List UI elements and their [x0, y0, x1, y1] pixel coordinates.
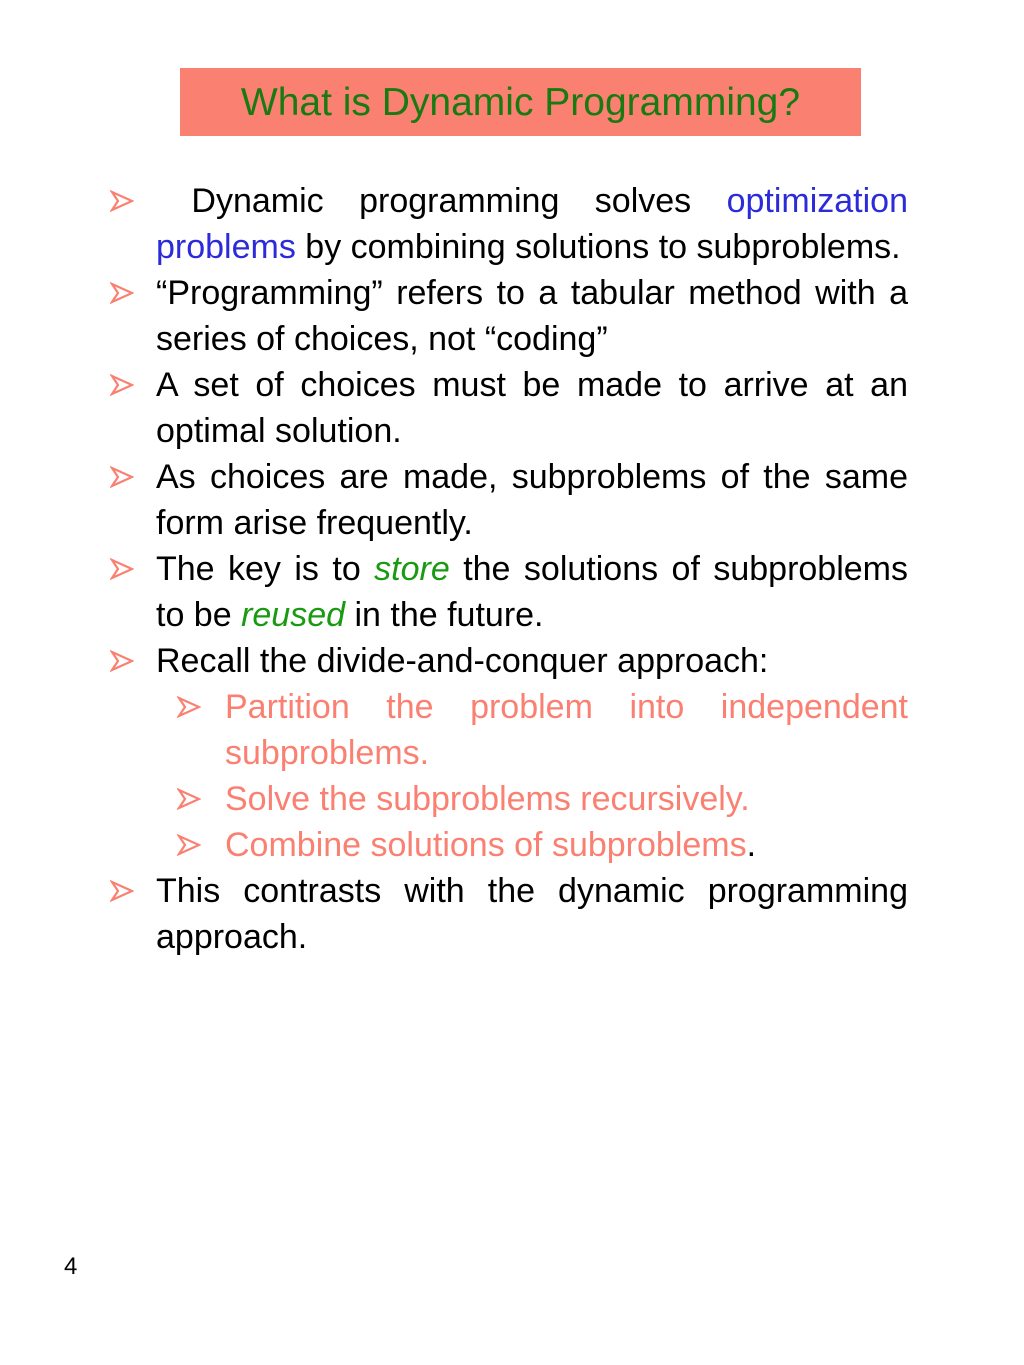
bullet-text: Recall the divide-and-conquer approach:: [156, 642, 769, 680]
bullet-list: [108, 178, 908, 960]
page-number: 4: [64, 1253, 78, 1280]
bullet-item: [108, 638, 908, 684]
slide-title: What is Dynamic Programming?: [240, 80, 801, 124]
sub-bullet-text: Combine solutions of subproblems: [225, 826, 747, 864]
bullet-text: Dynamic programming solves: [191, 182, 727, 220]
bullet-text: As choices are made, subproblems of the same form arise frequently.: [156, 458, 908, 542]
arrow-bullet-icon: [175, 822, 203, 868]
sub-bullet-period: .: [746, 826, 757, 864]
sub-bullet-item: [175, 776, 908, 822]
arrow-bullet-icon: [108, 868, 136, 914]
emphasis-text: store: [374, 550, 450, 588]
bullet-text: This contrasts with the dynamic programming approach.: [156, 872, 908, 956]
bullet-text: The key is to: [156, 550, 375, 588]
bullet-item: [108, 270, 908, 362]
arrow-bullet-icon: [175, 776, 203, 822]
bullet-item: [108, 362, 908, 454]
sub-bullet-item: [175, 822, 908, 868]
bullet-item: [108, 868, 908, 960]
arrow-bullet-icon: [108, 178, 136, 224]
arrow-bullet-icon: [108, 546, 136, 592]
bullet-item: [108, 546, 908, 638]
emphasis-text: reused: [241, 596, 346, 634]
bullet-text: A set of choices must be made to arrive at an optimal solution.: [156, 366, 908, 450]
arrow-bullet-icon: [108, 454, 136, 500]
title-box: [180, 68, 861, 136]
highlight-text: optimization problems: [156, 182, 908, 266]
sub-bullet-text: Partition the problem into independent subproblems.: [225, 688, 908, 772]
bullet-text: by combining solutions to subproblems.: [295, 228, 901, 266]
sub-bullet-item: [175, 684, 908, 776]
bullet-item: [108, 178, 908, 270]
bullet-text: “Programming” refers to a tabular method with a series of choices, not “coding”: [156, 274, 908, 358]
arrow-bullet-icon: [108, 362, 136, 408]
arrow-bullet-icon: [108, 270, 136, 316]
arrow-bullet-icon: [175, 684, 203, 730]
bullet-text: in the future.: [345, 596, 544, 634]
bullet-item: [108, 454, 908, 546]
bullet-text: the solutions of subproblems to be: [156, 550, 908, 634]
sub-bullet-text: Solve the subproblems recursively.: [225, 780, 750, 818]
arrow-bullet-icon: [108, 638, 136, 684]
